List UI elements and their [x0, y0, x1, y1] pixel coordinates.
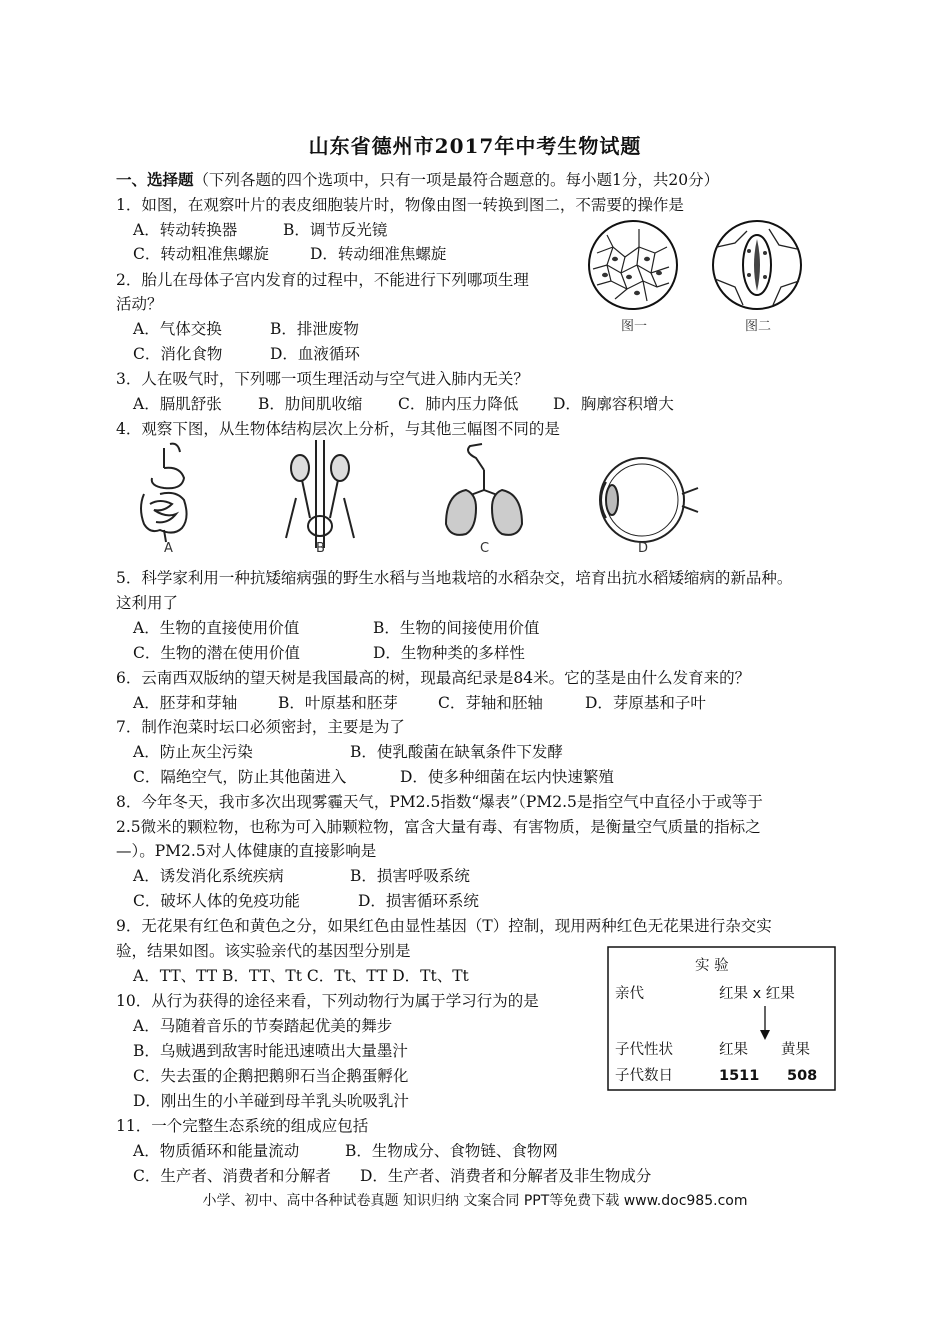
offspring-trait-label: 子代性状 — [615, 1042, 673, 1058]
q3-stem: 3．人在吸气时，下列哪一项生理活动与空气进入肺内无关？ — [116, 370, 529, 388]
figure-two-stoma — [713, 221, 801, 309]
offspring-count-label: 子代数日 — [615, 1068, 673, 1084]
parent-cross: 红果 x 红果 — [719, 986, 795, 1002]
experiment-title: 实 验 — [695, 958, 729, 974]
q6-option-d: D．芽原基和子叶 — [585, 694, 706, 712]
q2-option-d: D．血液循环 — [270, 345, 360, 363]
digestive-system-icon — [141, 444, 187, 542]
q10-option-c: C．失去蛋的企鹅把鹅卵石当企鹅蛋孵化 — [133, 1067, 409, 1085]
q6-option-a: A．胚芽和芽轴 — [133, 694, 238, 712]
q4-label-c: C — [480, 541, 490, 556]
figure-two-label: 图二 — [745, 319, 772, 334]
q8-option-b: B．损害呼吸系统 — [350, 867, 470, 885]
q11-stem: 11．一个完整生态系统的组成应包括 — [116, 1117, 369, 1135]
q9-stem-line1: 9．无花果有红色和黄色之分，如果红色由显性基因（T）控制，现用两种红色无花果进行杂交实 — [116, 917, 772, 935]
q9-experiment-table — [607, 946, 837, 1092]
q6-stem: 6．云南西双版纳的望天树是我国最高的树，现最高纪录是84米。它的茎是由什么发育来的？ — [116, 669, 751, 687]
q10-option-d: D．刚出生的小羊碰到母羊乳头吮吸乳汁 — [133, 1092, 409, 1110]
q2-stem-line2: 活动？ — [116, 295, 163, 313]
trait-red: 红果 — [719, 1042, 748, 1058]
trait-yellow: 黄果 — [781, 1042, 810, 1058]
urinary-system-icon — [286, 440, 354, 548]
q5-option-b: B．生物的间接使用价值 — [373, 619, 540, 637]
q1-microscope-figures — [585, 217, 807, 339]
q9-stem-line2: 验，结果如图。该实验亲代的基因型分别是 — [116, 942, 411, 960]
q2-option-a: A．气体交换 — [133, 320, 222, 338]
q4-stem: 4．观察下图，从生物体结构层次上分析，与其他三幅图不同的是 — [116, 420, 560, 438]
q5-stem-line2: 这利用了 — [116, 594, 179, 612]
parent-label: 亲代 — [615, 986, 644, 1002]
q3-option-a: A．膈肌舒张 — [133, 395, 222, 413]
eyeball-icon — [600, 458, 698, 542]
q5-option-c: C．生物的潜在使用价值 — [133, 644, 300, 662]
q4-organ-figures — [120, 438, 720, 560]
q3-option-b: B．肋间肌收缩 — [258, 395, 363, 413]
q8-option-a: A．诱发消化系统疾病 — [133, 867, 284, 885]
figure-one-label: 图一 — [621, 319, 648, 334]
q11-option-c: C．生产者、消费者和分解者 — [133, 1167, 331, 1185]
q4-label-d: D — [638, 541, 649, 556]
q1-option-c: C．转动粗准焦螺旋 — [133, 245, 269, 263]
q8-option-d: D．损害循环系统 — [358, 892, 479, 910]
q10-stem: 10．从行为获得的途径来看，下列动物行为属于学习行为的是 — [116, 992, 539, 1010]
figure-one-cells — [589, 221, 677, 309]
q1-option-d: D．转动细准焦螺旋 — [310, 245, 447, 263]
q3-option-c: C．肺内压力降低 — [398, 395, 519, 413]
q8-option-c: C．破坏人体的免疫功能 — [133, 892, 300, 910]
q1-option-a: A．转动转换器 — [133, 221, 238, 239]
respiratory-system-icon — [446, 444, 522, 535]
page-title: 山东省德州市2017年中考生物试题 — [308, 134, 642, 158]
q1-option-b: B．调节反光镜 — [283, 221, 388, 239]
count-yellow: 508 — [787, 1068, 818, 1084]
q7-option-b: B．使乳酸菌在缺氧条件下发酵 — [350, 743, 563, 761]
q11-option-b: B．生物成分、食物链、食物网 — [345, 1142, 558, 1160]
q5-option-a: A．生物的直接使用价值 — [133, 619, 300, 637]
q4-label-a: A — [164, 541, 173, 556]
q10-option-b: B．乌贼遇到敌害时能迅速喷出大量墨汁 — [133, 1042, 408, 1060]
q8-stem-line3: —）。PM2.5对人体健康的直接影响是 — [116, 842, 377, 860]
q7-option-c: C．隔绝空气，防止其他菌进入 — [133, 768, 347, 786]
q2-option-b: B．排泄废物 — [270, 320, 359, 338]
q11-option-a: A．物质循环和能量流动 — [133, 1142, 300, 1160]
section-instruction: （下列各题的四个选项中，只有一项是最符合题意的。每小题1分，共20分） — [193, 171, 720, 189]
q8-stem-line1: 8．今年冬天，我市多次出现雾霾天气，PM2.5指数“爆表”（PM2.5是指空气中直径小于或等于 — [116, 793, 763, 811]
q9-options: A．TT、TT B．TT、Tt C．Tt、TT D．Tt、Tt — [133, 967, 469, 985]
q8-stem-line2: 2.5微米的颗粒物，也称为可入肺颗粒物，富含大量有毒、有害物质，是衡量空气质量的指标之 — [116, 818, 761, 836]
q7-option-d: D．使多种细菌在坛内快速繁殖 — [400, 768, 614, 786]
q5-option-d: D．生物种类的多样性 — [373, 644, 525, 662]
q6-option-b: B．叶原基和胚芽 — [278, 694, 398, 712]
q1-stem: 1．如图，在观察叶片的表皮细胞装片时，物像由图一转换到图二，不需要的操作是 — [116, 196, 684, 214]
q7-stem: 7．制作泡菜时坛口必须密封，主要是为了 — [116, 718, 405, 736]
q3-option-d: D．胸廓容积增大 — [553, 395, 674, 413]
section-header — [116, 170, 719, 190]
q5-stem-line1: 5．科学家利用一种抗矮缩病强的野生水稻与当地栽培的水稻杂交，培育出抗水稻矮缩病的新品种。 — [116, 569, 793, 587]
footer-link-text[interactable]: 小学、初中、高中各种试卷真题 知识归纳 文案合同 PPT等免费下载 www.doc985.com — [202, 1193, 748, 1209]
q2-option-c: C．消化食物 — [133, 345, 223, 363]
q6-option-c: C．芽轴和胚轴 — [438, 694, 543, 712]
count-red: 1511 — [719, 1068, 760, 1084]
q11-option-d: D．生产者、消费者和分解者及非生物成分 — [360, 1167, 652, 1185]
q4-label-b: B — [316, 541, 325, 556]
q10-option-a: A．马随着音乐的节奏踏起优美的舞步 — [133, 1017, 393, 1035]
q7-option-a: A．防止灰尘污染 — [133, 743, 253, 761]
q2-stem-line1: 2．胎儿在母体子宫内发育的过程中，不能进行下列哪项生理 — [116, 271, 529, 289]
section-heading: 一、选择题 — [116, 170, 194, 189]
